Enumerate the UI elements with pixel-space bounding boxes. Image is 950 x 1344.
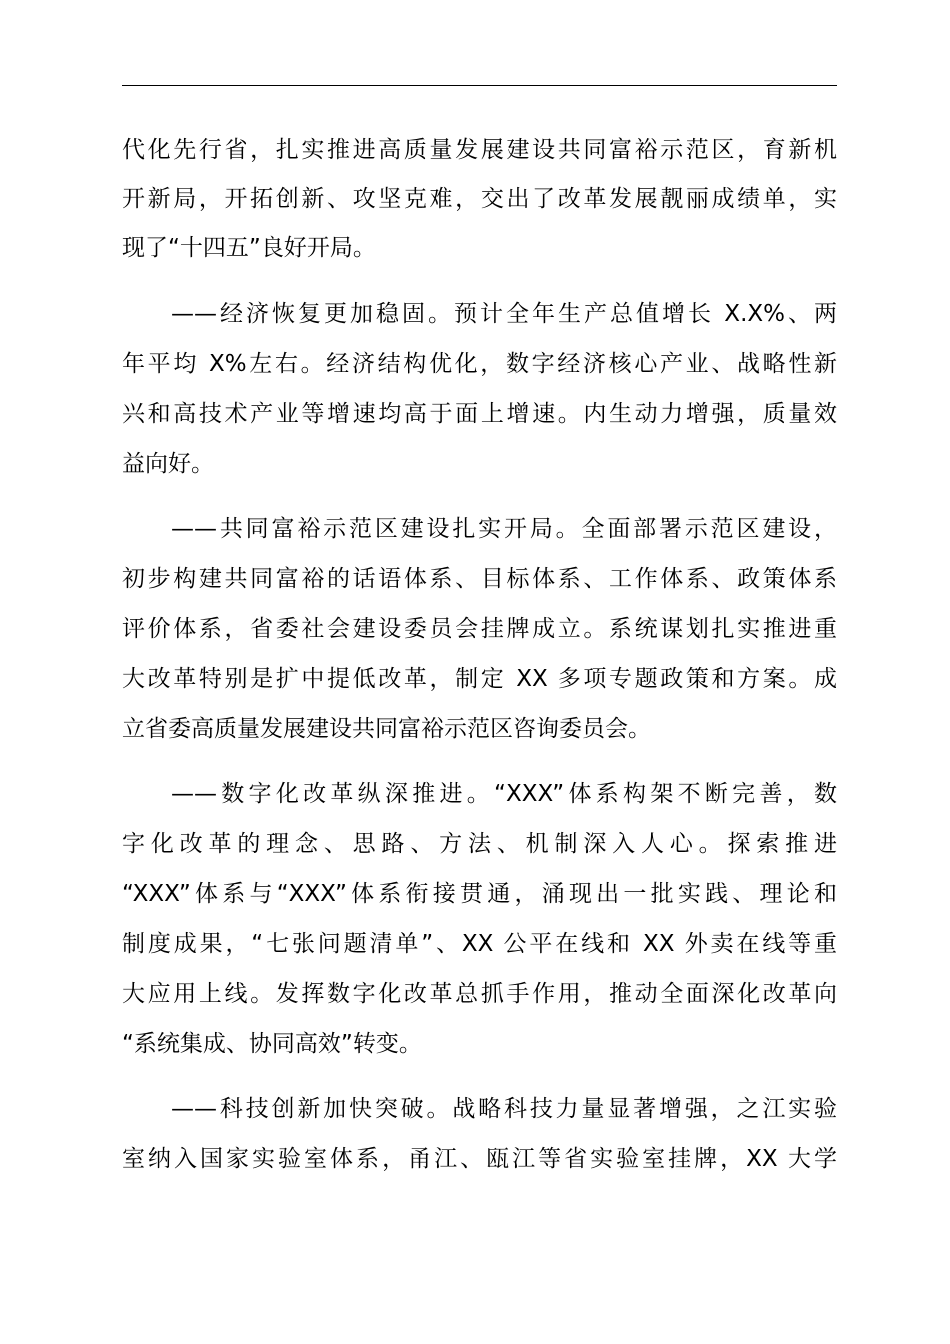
header-rule <box>122 85 837 86</box>
text-line: 字化改革的理念、思路、方法、机制深入人心。探索推进 <box>122 831 837 857</box>
text-line: 益向好。 <box>122 451 214 477</box>
text-line: 制度成果，“七张问题清单”、XX 公平在线和 XX 外卖在线等重 <box>122 931 837 957</box>
text-line: 室纳入国家实验室体系，甬江、瓯江等省实验室挂牌，XX 大学 <box>122 1146 837 1172</box>
text-line: 年平均 X%左右。经济结构优化，数字经济核心产业、战略性新 <box>122 351 837 377</box>
text-line: 立省委高质量发展建设共同富裕示范区咨询委员会。 <box>122 716 651 742</box>
text-line: 开新局，开拓创新、攻坚克难，交出了改革发展靓丽成绩单，实 <box>122 186 837 212</box>
text-line: 现了“十四五”良好开局。 <box>122 235 376 261</box>
text-line: 大应用上线。发挥数字化改革总抓手作用，推动全面深化改革向 <box>122 981 837 1007</box>
text-line: 大改革特别是扩中提低改革，制定 XX 多项专题政策和方案。成 <box>122 666 837 692</box>
text-line: 兴和高技术产业等增速均高于面上增速。内生动力增强，质量效 <box>122 401 837 427</box>
text-line: “XXX”体系与“XXX”体系衔接贯通，涌现出一批实践、理论和 <box>122 881 837 907</box>
text-line: ——经济恢复更加稳固。预计全年生产总值增长 X.X%、两 <box>171 301 837 327</box>
text-line: 评价体系，省委社会建设委员会挂牌成立。系统谋划扎实推进重 <box>122 616 837 642</box>
text-line: ——共同富裕示范区建设扎实开局。全面部署示范区建设， <box>171 516 837 542</box>
text-line: 代化先行省，扎实推进高质量发展建设共同富裕示范区，育新机 <box>122 137 837 163</box>
text-line: ——科技创新加快突破。战略科技力量显著增强，之江实验 <box>171 1096 837 1122</box>
text-line: ——数字化改革纵深推进。“XXX”体系构架不断完善，数 <box>171 781 837 807</box>
text-line: 初步构建共同富裕的话语体系、目标体系、工作体系、政策体系 <box>122 566 837 592</box>
text-line: “系统集成、协同高效”转变。 <box>122 1031 422 1057</box>
